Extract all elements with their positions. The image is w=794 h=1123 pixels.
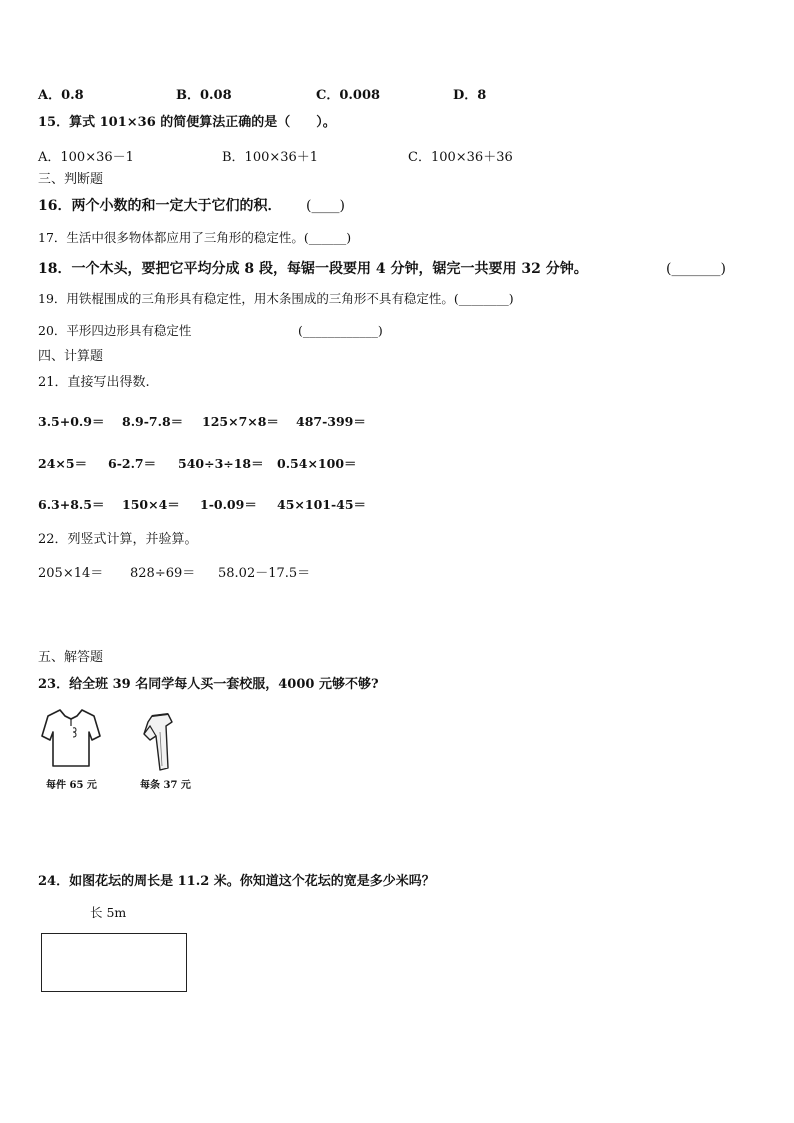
q18-text: 18．一个木头，要把它平均分成 8 段，每锯一段要用 4 分钟，锯完一共要用 32 分钟。 bbox=[38, 261, 588, 277]
calc-item: 8.9-7.8＝ bbox=[122, 414, 184, 429]
calc-item: 125×7×8＝ bbox=[202, 414, 279, 429]
q15-option-a: A．100×36－1 bbox=[38, 150, 134, 165]
q16-text: 16．两个小数的和一定大于它们的积． bbox=[38, 198, 282, 214]
calc-item: 540÷3÷18＝ bbox=[178, 456, 264, 471]
q14-option-b: B．0.08 bbox=[176, 88, 232, 103]
calc-item: 6-2.7＝ bbox=[108, 456, 157, 471]
section-calc-title: 四、计算题 bbox=[38, 349, 104, 364]
q16-blank: (____) bbox=[306, 198, 345, 214]
q20-text: 20．平形四边形具有稳定性 bbox=[38, 323, 192, 338]
q14-option-a: A．0.8 bbox=[38, 88, 84, 103]
q24-text: 24．如图花坛的周长是 11.2 米。你知道这个花坛的宽是多少米吗？ bbox=[38, 874, 435, 889]
pants-price-caption: 每条 37 元 bbox=[140, 780, 191, 791]
q17-text: 17．生活中很多物体都应用了三角形的稳定性。(______) bbox=[38, 230, 352, 245]
shirt-icon bbox=[40, 706, 102, 772]
calc-item: 24×5＝ bbox=[38, 456, 88, 471]
calc-item: 487-399＝ bbox=[296, 414, 366, 429]
q22-item: 828÷69＝ bbox=[130, 566, 196, 581]
q22-item: 58.02－17.5＝ bbox=[218, 566, 311, 581]
calc-item: 3.5+0.9＝ bbox=[38, 414, 105, 429]
calc-item: 45×101-45＝ bbox=[277, 497, 367, 512]
q20-blank: (____________) bbox=[298, 323, 383, 338]
q15-option-b: B．100×36＋1 bbox=[222, 150, 319, 165]
shirt-price-caption: 每件 65 元 bbox=[46, 780, 97, 791]
q22-item: 205×14＝ bbox=[38, 566, 104, 581]
q19-text: 19．用铁棍围成的三角形具有稳定性，用木条围成的三角形不具有稳定性。(________) bbox=[38, 291, 514, 306]
flowerbed-length-label: 长 5m bbox=[90, 905, 127, 920]
pants-icon bbox=[138, 712, 178, 774]
q22-text: 22．列竖式计算，并验算。 bbox=[38, 532, 198, 547]
q15-stem: 15．算式 101×36 的简便算法正确的是（ ）。 bbox=[38, 115, 336, 130]
calc-item: 1-0.09＝ bbox=[200, 497, 257, 512]
flowerbed-rectangle bbox=[41, 933, 187, 992]
q15-option-c: C．100×36＋36 bbox=[408, 150, 513, 165]
q18-blank: (_______) bbox=[666, 261, 726, 277]
calc-item: 6.3+8.5＝ bbox=[38, 497, 105, 512]
q21-text: 21．直接写出得数. bbox=[38, 375, 150, 390]
section-judgement-title: 三、判断题 bbox=[38, 172, 104, 187]
calc-item: 0.54×100＝ bbox=[277, 456, 357, 471]
section-answer-title: 五、解答题 bbox=[38, 650, 104, 665]
calc-item: 150×4＝ bbox=[122, 497, 180, 512]
q14-option-d: D．8 bbox=[453, 88, 487, 103]
q14-option-c: C．0.008 bbox=[316, 88, 381, 103]
q23-text: 23．给全班 39 名同学每人买一套校服，4000 元够不够? bbox=[38, 677, 379, 692]
